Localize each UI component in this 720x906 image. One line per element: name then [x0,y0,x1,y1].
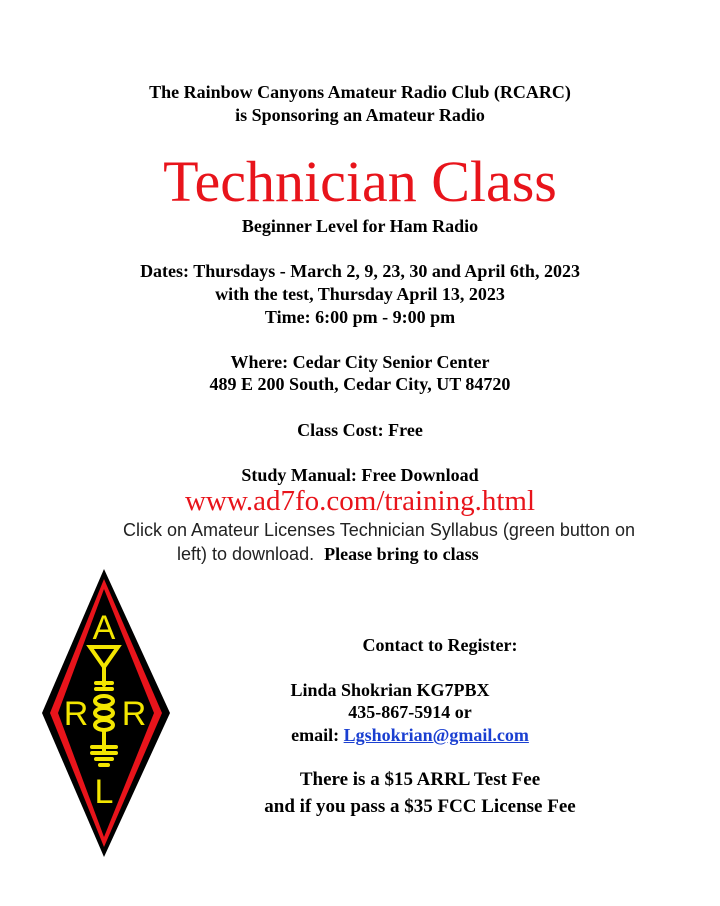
email-label: email: [291,725,340,745]
location-address: 489 E 200 South, Cedar City, UT 84720 [209,374,511,394]
page-title: Technician Class [163,149,557,214]
class-cost: Class Cost: Free [297,420,423,440]
download-instructions-line2 [177,544,479,565]
class-time: Time: 6:00 pm - 9:00 pm [264,307,456,327]
arrl-test-fee: There is a $15 ARRL Test Fee [299,769,541,790]
training-url[interactable]: www.ad7fo.com/training.html [184,485,536,517]
club-header-line2: is Sponsoring an Amateur Radio [235,105,485,125]
download-instructions-text: left) to download. [177,544,315,564]
contact-email-line [200,725,620,746]
logo-letter-a: A [92,609,116,647]
club-header-line1: The Rainbow Canyons Amateur Radio Club (RCARC) [149,82,571,102]
contact-name: Linda Shokrian KG7PBX [290,680,490,700]
logo-letter-r-left: R [63,695,89,733]
download-instructions-line1: Click on Amateur Licenses Technician Syllabus (green button on [123,520,635,540]
fcc-license-fee: and if you pass a $35 FCC License Fee [264,796,576,817]
arrl-diamond-icon [40,567,175,859]
subtitle: Beginner Level for Ham Radio [241,216,479,236]
location-name: Where: Cedar City Senior Center [230,352,490,372]
test-date: with the test, Thursday April 13, 2023 [215,284,505,304]
class-dates: Dates: Thursdays - March 2, 9, 23, 30 and April 6th, 2023 [140,261,580,281]
contact-heading: Contact to Register: [362,635,518,655]
email-link[interactable]: Lgshokrian@gmail.com [343,725,529,745]
logo-letter-r-right: R [121,695,147,733]
study-manual-label: Study Manual: Free Download [241,465,479,485]
arrl-logo [40,567,175,864]
logo-letter-l: L [94,773,114,811]
bring-to-class-note: Please bring to class [324,544,479,564]
contact-phone: 435-867-5914 or [348,702,472,722]
